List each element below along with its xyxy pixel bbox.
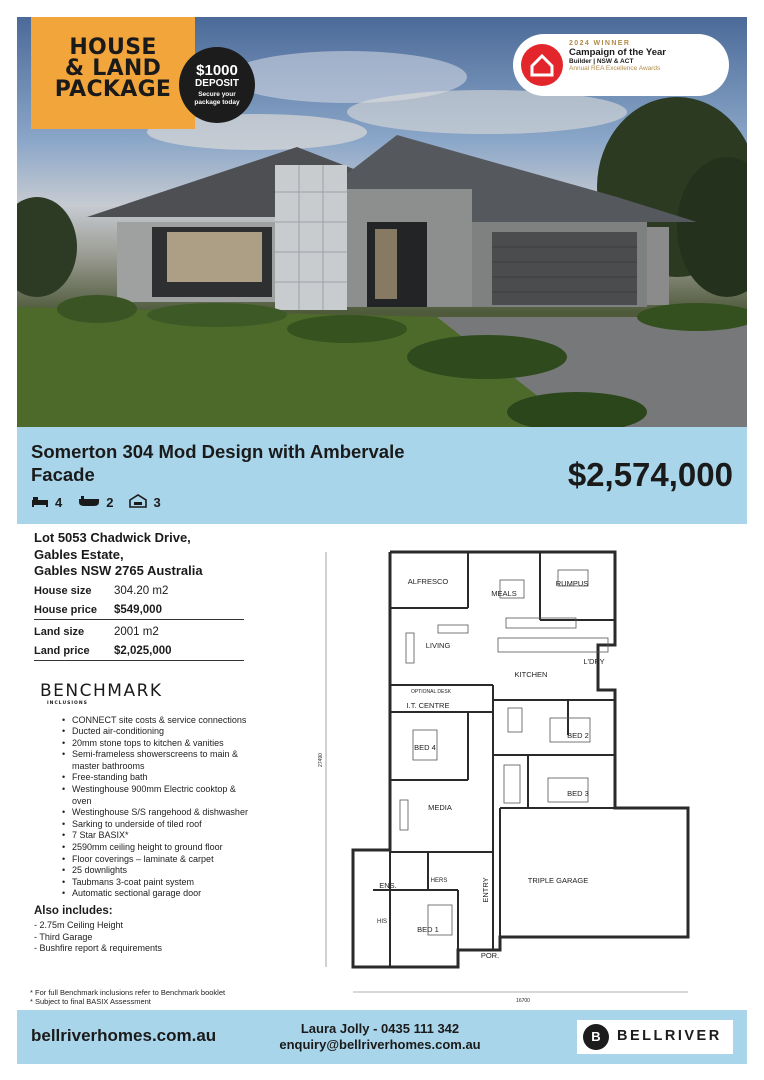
list-item: • Floor coverings – laminate & carpet (64, 854, 252, 866)
list-item: • Semi-frameless showerscreens to main & master bathrooms (64, 749, 252, 772)
spec-row-land-price (34, 642, 244, 661)
contact-phone[interactable]: Laura Jolly - 0435 111 342 (300, 1021, 460, 1036)
spec-label: Land price (34, 644, 90, 657)
plan-depth-dimension: 27490 (318, 753, 324, 767)
listing-price: $2,574,000 (567, 456, 733, 493)
list-item: • CONNECT site costs & service connections (64, 715, 252, 727)
website-link[interactable]: bellriverhomes.com.au (31, 1026, 217, 1045)
room-label-living: LIVING (425, 641, 451, 650)
bellriver-logo (577, 1020, 733, 1054)
listing-header (17, 427, 747, 524)
list-item: • Ducted air-conditioning (64, 726, 252, 738)
address-line: Gables Estate, (34, 546, 124, 562)
deposit-badge (179, 47, 255, 123)
garage-count: 3 (153, 495, 161, 510)
footnote: * Subject to final BASIX Assessment (30, 997, 151, 1006)
list-item: • 7 Star BASIX* (64, 830, 252, 842)
room-label-optional-desk: OPTIONAL DESK (410, 689, 452, 695)
inclusions-list (64, 715, 252, 901)
footnote: * For full Benchmark inclusions refer to Benchmark booklet (30, 988, 226, 997)
award-badge (513, 34, 729, 96)
spec-value: 304.20 m2 (114, 584, 169, 597)
spec-label: House size (34, 584, 92, 597)
property-address (34, 530, 244, 580)
room-label-bed4: BED 4 (414, 743, 436, 752)
property-details (34, 530, 248, 955)
spec-label: Land size (34, 625, 85, 638)
benchmark-wordmark: BENCHMARK (40, 680, 163, 701)
room-label-alfresco: ALFRESCO (407, 577, 449, 586)
bath-icon (78, 495, 100, 510)
spec-table (34, 582, 244, 661)
spec-row-land-size (34, 623, 244, 642)
bedroom-count: 4 (55, 495, 63, 510)
feature-summary (31, 494, 171, 511)
bellriver-wordmark: BELLRIVER (617, 1028, 722, 1044)
benchmark-logo (40, 681, 244, 706)
spec-value: $2,025,000 (114, 644, 172, 657)
list-item: - Bushfire report & requirements (34, 943, 163, 953)
room-label-entry: ENTRY (481, 877, 490, 903)
list-item: • 25 downlights (64, 865, 252, 877)
room-label-laundry: L'DRY (583, 657, 605, 666)
address-line: Lot 5053 Chadwick Drive, (34, 530, 191, 545)
list-item: - Third Garage (34, 931, 93, 942)
deposit-tagline (179, 91, 255, 107)
list-item: • 20mm stone tops to kitchen & vanities (64, 738, 252, 750)
room-label-media: MEDIA (428, 803, 452, 812)
garage-icon (129, 494, 147, 511)
spec-row-house-price (34, 601, 244, 620)
contact-info (265, 1021, 495, 1053)
badge-line: PACKAGE (54, 77, 172, 102)
room-label-bed1: BED 1 (417, 925, 439, 934)
address-line: Gables NSW 2765 Australia (34, 563, 203, 578)
plan-width-dimension: 16700 (516, 998, 530, 1004)
spec-value: 2001 m2 (114, 625, 159, 638)
room-label-hers: HERS (430, 878, 448, 884)
spec-row-house-size (34, 582, 244, 601)
room-label-rumpus: RUMPUS (555, 579, 589, 588)
list-item: - 2.75m Ceiling Height (34, 920, 124, 930)
contact-email[interactable]: enquiry@bellriverhomes.com.au (279, 1037, 481, 1052)
room-label-kitchen: KITCHEN (514, 670, 548, 679)
room-label-meals: MEALS (491, 589, 517, 598)
hero-image (17, 17, 747, 427)
list-item: • 2590mm ceiling height to ground floor (64, 842, 252, 854)
award-category: Builder | NSW & ACT (569, 58, 634, 65)
spec-value: $549,000 (114, 603, 162, 616)
award-program: Annual REA Excellence Awards (569, 65, 661, 72)
deposit-amount: $1000 (196, 62, 238, 79)
also-includes-list (34, 920, 244, 955)
badge-line: & LAND (64, 56, 162, 81)
deposit-label: DEPOSIT (195, 78, 239, 89)
badge-line: HOUSE (69, 35, 157, 60)
bathroom-count: 2 (106, 495, 114, 510)
also-includes-heading: Also includes: (34, 905, 113, 917)
house-land-badge (31, 17, 195, 129)
room-label-bed3: BED 3 (567, 789, 589, 798)
floor-plan (318, 540, 718, 1008)
spec-label: House price (34, 603, 97, 616)
bed-icon (31, 495, 49, 510)
room-label-porch: POR. (480, 951, 500, 960)
list-item: • Westinghouse 900mm Electric cooktop & oven (64, 784, 252, 807)
footnotes (30, 988, 225, 1006)
room-label-triple-garage: TRIPLE GARAGE (527, 876, 589, 885)
list-item: • Free-standing bath (64, 772, 252, 784)
house-logo-icon (521, 44, 563, 86)
list-item: • Taubmans 3-coat paint system (64, 877, 252, 889)
benchmark-subtitle: INCLUSIONS (47, 700, 88, 706)
list-item: • Sarking to underside of tiled roof (64, 819, 252, 831)
room-label-it-centre: I.T. CENTRE (406, 701, 450, 710)
deposit-line: package today (194, 99, 240, 106)
room-label-ensuite: ENS. (379, 881, 397, 890)
list-item: • Westinghouse S/S rangehood & dishwasher (64, 807, 252, 819)
footer (17, 1010, 747, 1064)
listing-title: Somerton 304 Mod Design with Ambervale Facade (31, 441, 405, 485)
room-label-bed2: BED 2 (567, 731, 589, 740)
bellriver-logo-icon: B (583, 1024, 609, 1050)
deposit-line: Secure your (198, 91, 236, 98)
award-title: Campaign of the Year (569, 47, 666, 58)
room-label-his: HIS (376, 919, 388, 925)
award-year: 2024 WINNER (569, 40, 631, 47)
list-item: • Automatic sectional garage door (64, 888, 252, 900)
